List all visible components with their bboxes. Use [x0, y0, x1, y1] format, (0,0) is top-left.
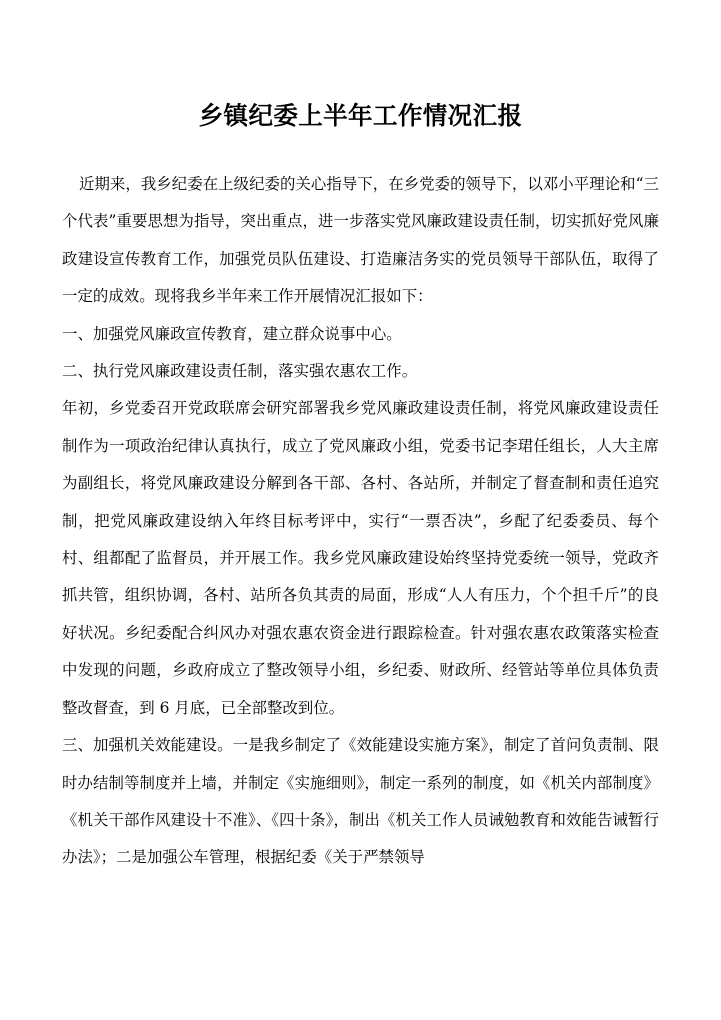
paragraph-intro: 近期来，我乡纪委在上级纪委的关心指导下，在乡党委的领导下，以邓小平理论和“三个代表”重要思想为指导，突出重点，进一步落实党风廉政建设责任制，切实抓好党风廉政建设宣传教育工作，加强党员队伍建设、打造廉洁务实的党员领导干部队伍，取得了一定的成效。现将我乡半年来工作开展情况汇报如下：: [62, 175, 659, 306]
paragraph-section-one: 一、加强党风廉政宣传教育，建立群众说事中心。: [62, 324, 402, 343]
page-title: 乡镇纪委上半年工作情况汇报: [198, 101, 523, 131]
document-body: [62, 166, 659, 877]
page-bottom-margin: [0, 915, 721, 1020]
paragraph-section-two: 二、执行党风廉政建设责任制，落实强农惠农工作。: [62, 362, 418, 381]
paragraph-section-three: 三、加强机关效能建设。一是我乡制定了《效能建设实施方案》，制定了首问负责制、限时办结制等制度并上墙，并制定《实施细则》，制定一系列的制度，如《机关内部制度》《机关干部作风建设十不准》、《四十条》，制出《机关工作人员诫勉教育和效能告诫暂行办法》；二是加强公车管理，根据纪委《关于严禁领导: [62, 736, 659, 867]
paragraph-section-two-body: 年初，乡党委召开党政联席会研究部署我乡党风廉政建设责任制，将党风廉政建设责任制作为一项政治纪律认真执行，成立了党风廉政小组，党委书记李珺任组长，人大主席为副组长，将党风廉政建设分解到各干部、各村、各站所，并制定了督查制和责任追究制，把党风廉政建设纳入年终目标考评中，实行“一票否决”，乡配了纪委委员、每个村、组都配了监督员，并开展工作。我乡党风廉政建设始终坚持党委统一领导，党政齐抓共管，组织协调，各村、站所各负其责的局面，形成“人人有压力，个个担千斤”的良好状况。乡纪委配合纠风办对强农惠农资金进行跟踪检查。针对强农惠农政策落实检查中发现的问题，乡政府成立了整改领导小组，乡纪委、财政所、经管站等单位具体负责整改督查，到 6 月底，已全部整改到位。: [62, 399, 659, 717]
